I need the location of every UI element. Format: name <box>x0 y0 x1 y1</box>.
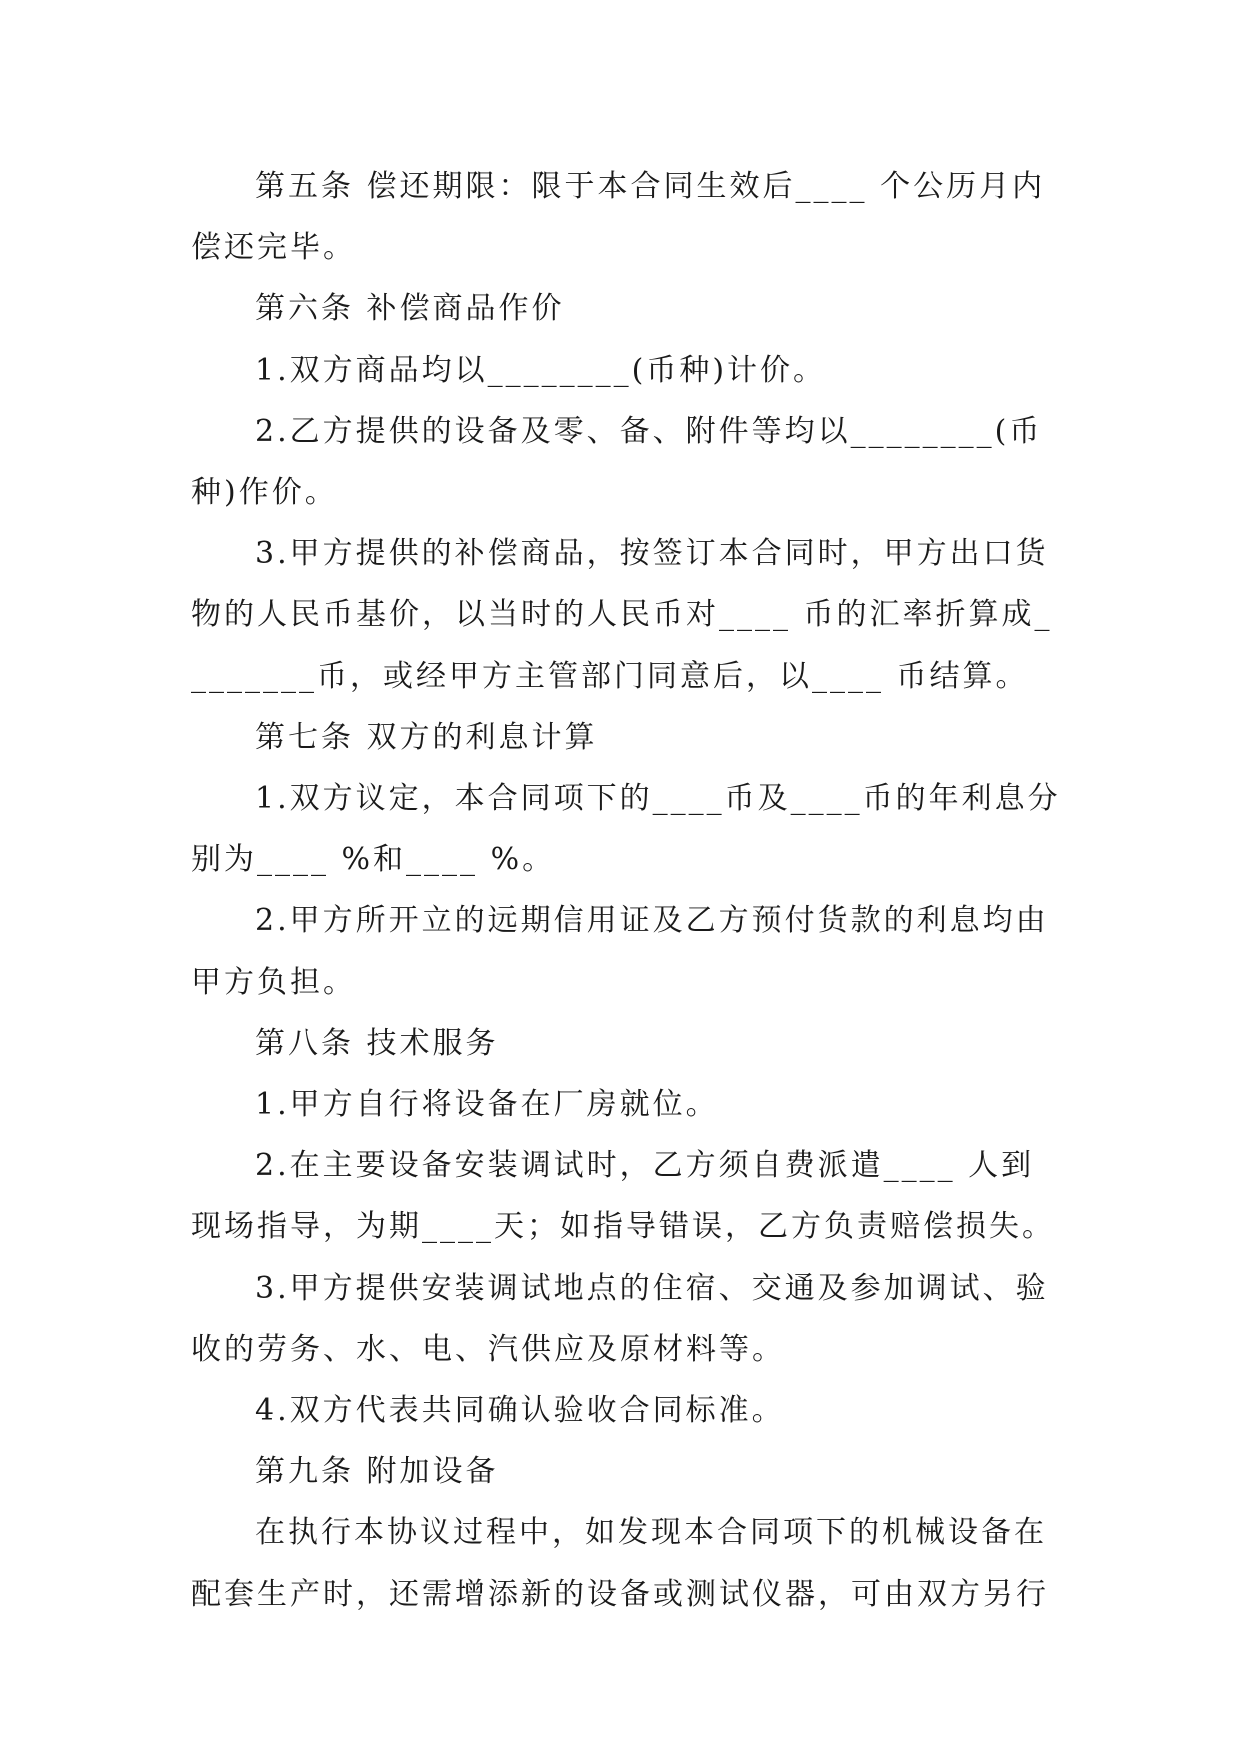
clause-8-item-3: 3.甲方提供安装调试地点的住宿、交通及参加调试、验收的劳务、水、电、汽供应及原材料等。 <box>191 1270 1049 1367</box>
clause-8-heading: 第八条 技术服务 <box>255 1025 499 1061</box>
clause-7-item-2: 2.甲方所开立的远期信用证及乙方预付货款的利息均由甲方负担。 <box>191 903 1049 1000</box>
clause-6-item-3: 3.甲方提供的补偿商品，按签订本合同时，甲方出口货物的人民币基价，以当时的人民币对____ 币的汇率折算成________币，或经甲方主管部门同意后，以____ 币结算。 <box>191 536 1053 694</box>
clause-8-item-1: 1.甲方自行将设备在厂房就位。 <box>255 1087 719 1123</box>
clause-8-item-2: 2.在主要设备安装调试时，乙方须自费派遣____ 人到现场指导，为期____天；如指导错误，乙方负责赔偿损失。 <box>191 1148 1055 1245</box>
clause-6-item-2: 2.乙方提供的设备及零、备、附件等均以________(币种)作价。 <box>191 413 1043 511</box>
clause-6-heading: 第六条 补偿商品作价 <box>255 291 565 327</box>
clause-6-item-1: 1.双方商品均以________(币种)计价。 <box>255 352 827 388</box>
clause-5-repayment-period: 第五条 偿还期限：限于本合同生效后____ 个公历月内偿还完毕。 <box>191 169 1046 266</box>
clause-8-item-4: 4.双方代表共同确认验收合同标准。 <box>255 1393 785 1429</box>
clause-7-item-1: 1.双方议定，本合同项下的____币及____币的年利息分别为____ %和____ %。 <box>191 781 1061 878</box>
clause-7-heading: 第七条 双方的利息计算 <box>255 719 598 755</box>
clause-9-heading: 第九条 附加设备 <box>255 1454 499 1490</box>
clause-9-body: 在执行本协议过程中，如发现本合同项下的机械设备在配套生产时，还需增添新的设备或测试仪器，可由双方另行 <box>191 1515 1049 1612</box>
document-page <box>191 156 1061 1625</box>
